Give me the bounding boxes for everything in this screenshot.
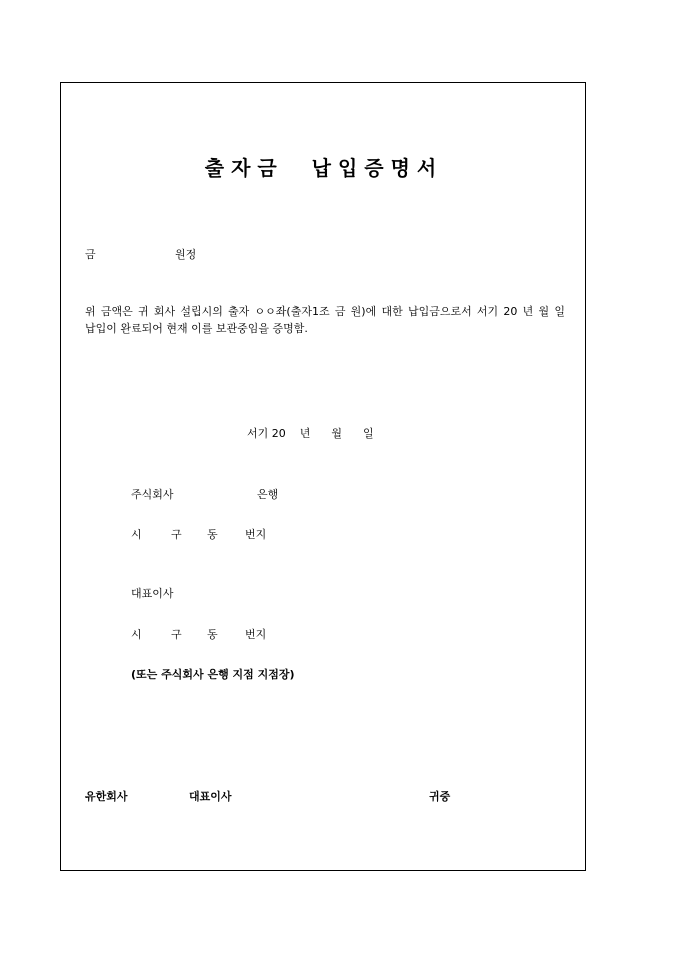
rep-address-dong: 동 (207, 628, 218, 641)
amount-label: 금 (85, 248, 96, 261)
bank-representative: 대표이사 (131, 587, 174, 600)
rep-address-gu: 구 (171, 628, 182, 641)
bank-address-si: 시 (131, 528, 142, 541)
issue-date: 서기 20 년 월 일 (247, 427, 374, 440)
amount-suffix: 원정 (175, 248, 197, 261)
bank-address-dong: 동 (207, 528, 218, 541)
recipient-company: 유한회사 (85, 790, 128, 803)
alternative-signatory-note: (또는 주식회사 은행 지점 지점장) (131, 668, 295, 681)
bank-company-prefix: 주식회사 (131, 488, 174, 501)
bank-address-gu: 구 (171, 528, 182, 541)
certification-body: 위 금액은 귀 회사 설립시의 출자 ㅇㅇ좌(출자1조 금 원)에 대한 납입금으로서 서기 20 년 월 일 납입이 완료되어 현재 이를 보관중임을 증명함. (85, 305, 565, 335)
rep-address-si: 시 (131, 628, 142, 641)
recipient-honorific: 귀중 (429, 790, 451, 803)
rep-address-beonji: 번지 (245, 628, 267, 641)
recipient-representative: 대표이사 (189, 790, 232, 803)
document-title: 출자금 납입증명서 (204, 156, 444, 180)
bank-address-beonji: 번지 (245, 528, 267, 541)
document-page (60, 82, 586, 871)
bank-name-suffix: 은행 (257, 488, 279, 501)
